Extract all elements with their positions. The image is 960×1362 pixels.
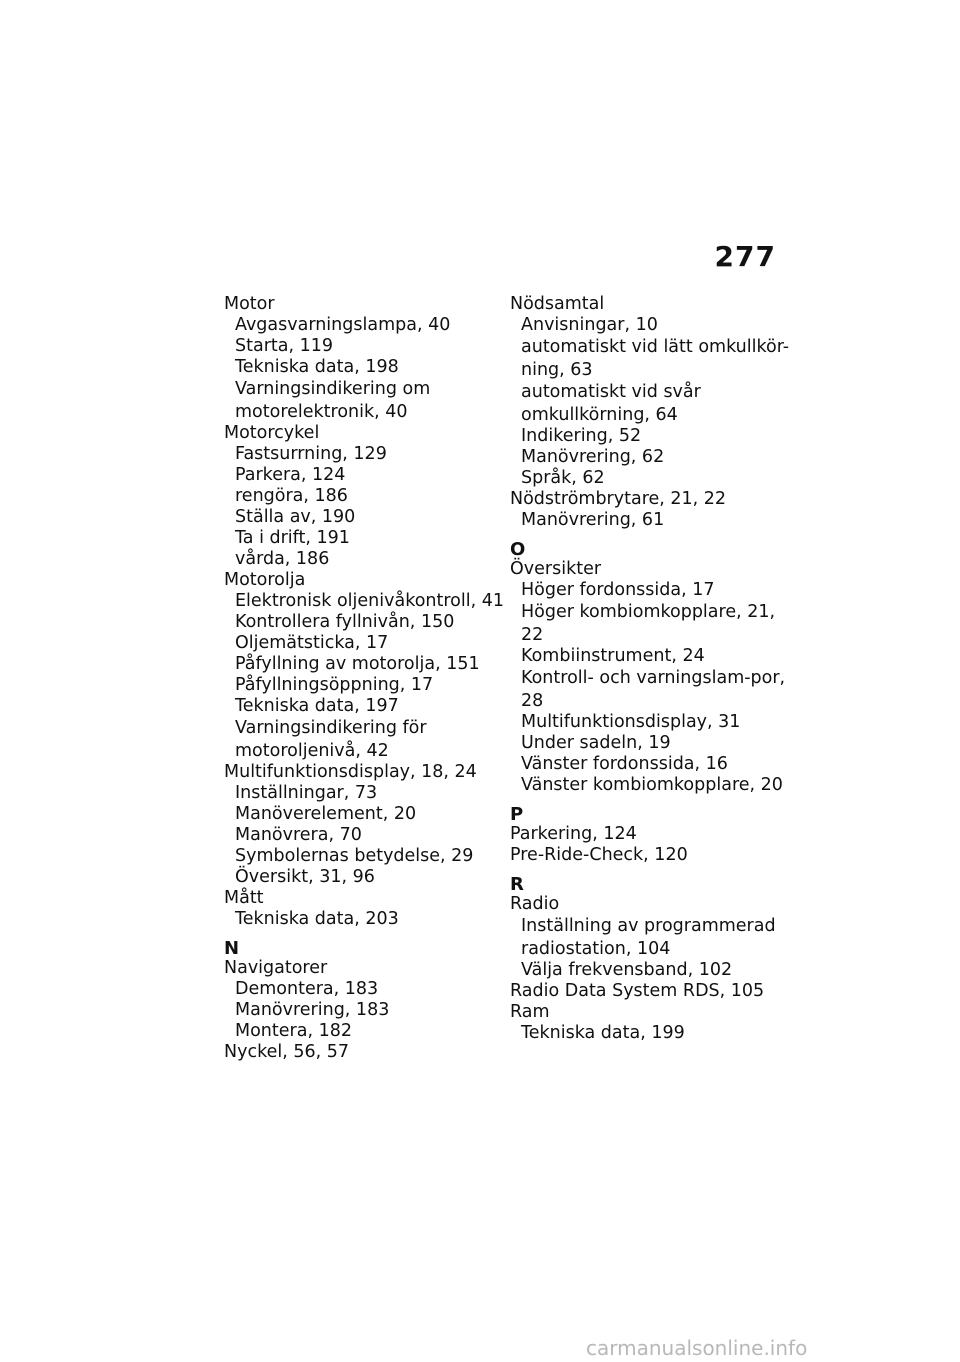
index-entry: Navigatorer (224, 958, 328, 978)
index-letter-heading: P (510, 804, 524, 825)
index-entry: Parkering, 124 (510, 824, 637, 844)
index-subentry: Välja frekvensband, 102 (521, 960, 733, 980)
index-subentry: Manövrering, 62 (521, 447, 665, 467)
index-subentry: Anvisningar, 10 (521, 315, 658, 335)
index-subentry: Manöverelement, 20 (235, 804, 417, 824)
index-subentry: Kombiinstrument, 24 (521, 646, 705, 666)
index-subentry: Tekniska data, 199 (521, 1023, 685, 1043)
index-subentry: Fastsurrning, 129 (235, 444, 387, 464)
index-subentry: automatiskt vid svår omkullkörning, 64 (521, 382, 701, 425)
index-subentry: Höger kombiomkopplare, 21, 22 (521, 602, 776, 645)
index-subentry: Översikt, 31, 96 (235, 867, 375, 887)
index-subentry: Manövrering, 61 (521, 510, 665, 530)
index-subentry: Symbolernas betydelse, 29 (235, 846, 474, 866)
index-subentry: Ta i drift, 191 (235, 528, 350, 548)
index-subentry: Språk, 62 (521, 468, 605, 488)
index-subentry: Starta, 119 (235, 336, 334, 356)
index-entry: Radio (510, 894, 560, 914)
index-subentry: Inställningar, 73 (235, 783, 378, 803)
index-entry: Motorcykel (224, 423, 320, 443)
index-subentry: Tekniska data, 203 (235, 909, 399, 929)
index-subentry: Oljemätsticka, 17 (235, 633, 389, 653)
index-subentry: Påfyllningsöppning, 17 (235, 675, 434, 695)
index-letter-heading: O (510, 539, 526, 560)
index-subentry: Höger fordonssida, 17 (521, 580, 715, 600)
index-subentry: Kontrollera fyllnivån, 150 (235, 612, 455, 632)
index-subentry: Påfyllning av motorolja, 151 (235, 654, 480, 674)
index-subentry: Manövrering, 183 (235, 1000, 390, 1020)
index-subentry: Demontera, 183 (235, 979, 379, 999)
index-column-right (510, 294, 800, 1044)
index-subentry: Montera, 182 (235, 1021, 352, 1041)
index-subentry: Parkera, 124 (235, 465, 346, 485)
index-column-left (224, 294, 505, 1063)
index-subentry: Elektronisk oljenivåkontroll, 41 (235, 591, 505, 611)
index-subentry: Tekniska data, 197 (235, 696, 399, 716)
index-entry: Översikter (510, 559, 602, 579)
index-subentry: Under sadeln, 19 (521, 733, 671, 753)
index-subentry: Vänster kombiomkopplare, 20 (521, 775, 783, 795)
index-entry: Radio Data System RDS, 105 (510, 981, 765, 1001)
index-letter-heading: N (224, 938, 240, 959)
index-subentry: rengöra, 186 (235, 486, 348, 506)
watermark: carmanualsonline.info (586, 1336, 808, 1360)
index-entry: Mått (224, 888, 264, 908)
index-subentry: Tekniska data, 198 (235, 357, 399, 377)
index-entry: Nyckel, 56, 57 (224, 1042, 349, 1062)
index-subentry: Manövrera, 70 (235, 825, 362, 845)
index-subentry: Varningsindikering för motoroljenivå, 42 (235, 718, 427, 761)
index-entry: Motorolja (224, 570, 306, 590)
index-subentry: Vänster fordonssida, 16 (521, 754, 728, 774)
page-number: 277 (714, 240, 776, 273)
index-entry: Multifunktionsdisplay, 18, 24 (224, 762, 477, 782)
index-subentry: Multifunktionsdisplay, 31 (521, 712, 741, 732)
index-subentry: Indikering, 52 (521, 426, 642, 446)
index-entry: Pre-Ride-Check, 120 (510, 845, 688, 865)
index-entry: Motor (224, 294, 275, 314)
index-subentry: Varningsindikering om motorelektronik, 40 (235, 379, 431, 422)
index-subentry: Kontroll- och varningslam-por, 28 (521, 668, 786, 711)
index-subentry: Inställning av programmerad radiostation, 104 (521, 916, 776, 959)
index-subentry: Avgasvarningslampa, 40 (235, 315, 451, 335)
index-entry: Ram (510, 1002, 550, 1022)
index-subentry: Ställa av, 190 (235, 507, 356, 527)
index-entry: Nödströmbrytare, 21, 22 (510, 489, 727, 509)
index-letter-heading: R (510, 874, 524, 895)
index-entry: Nödsamtal (510, 294, 605, 314)
index-subentry: automatiskt vid lätt omkullkör-ning, 63 (521, 337, 790, 380)
index-subentry: vårda, 186 (235, 549, 330, 569)
